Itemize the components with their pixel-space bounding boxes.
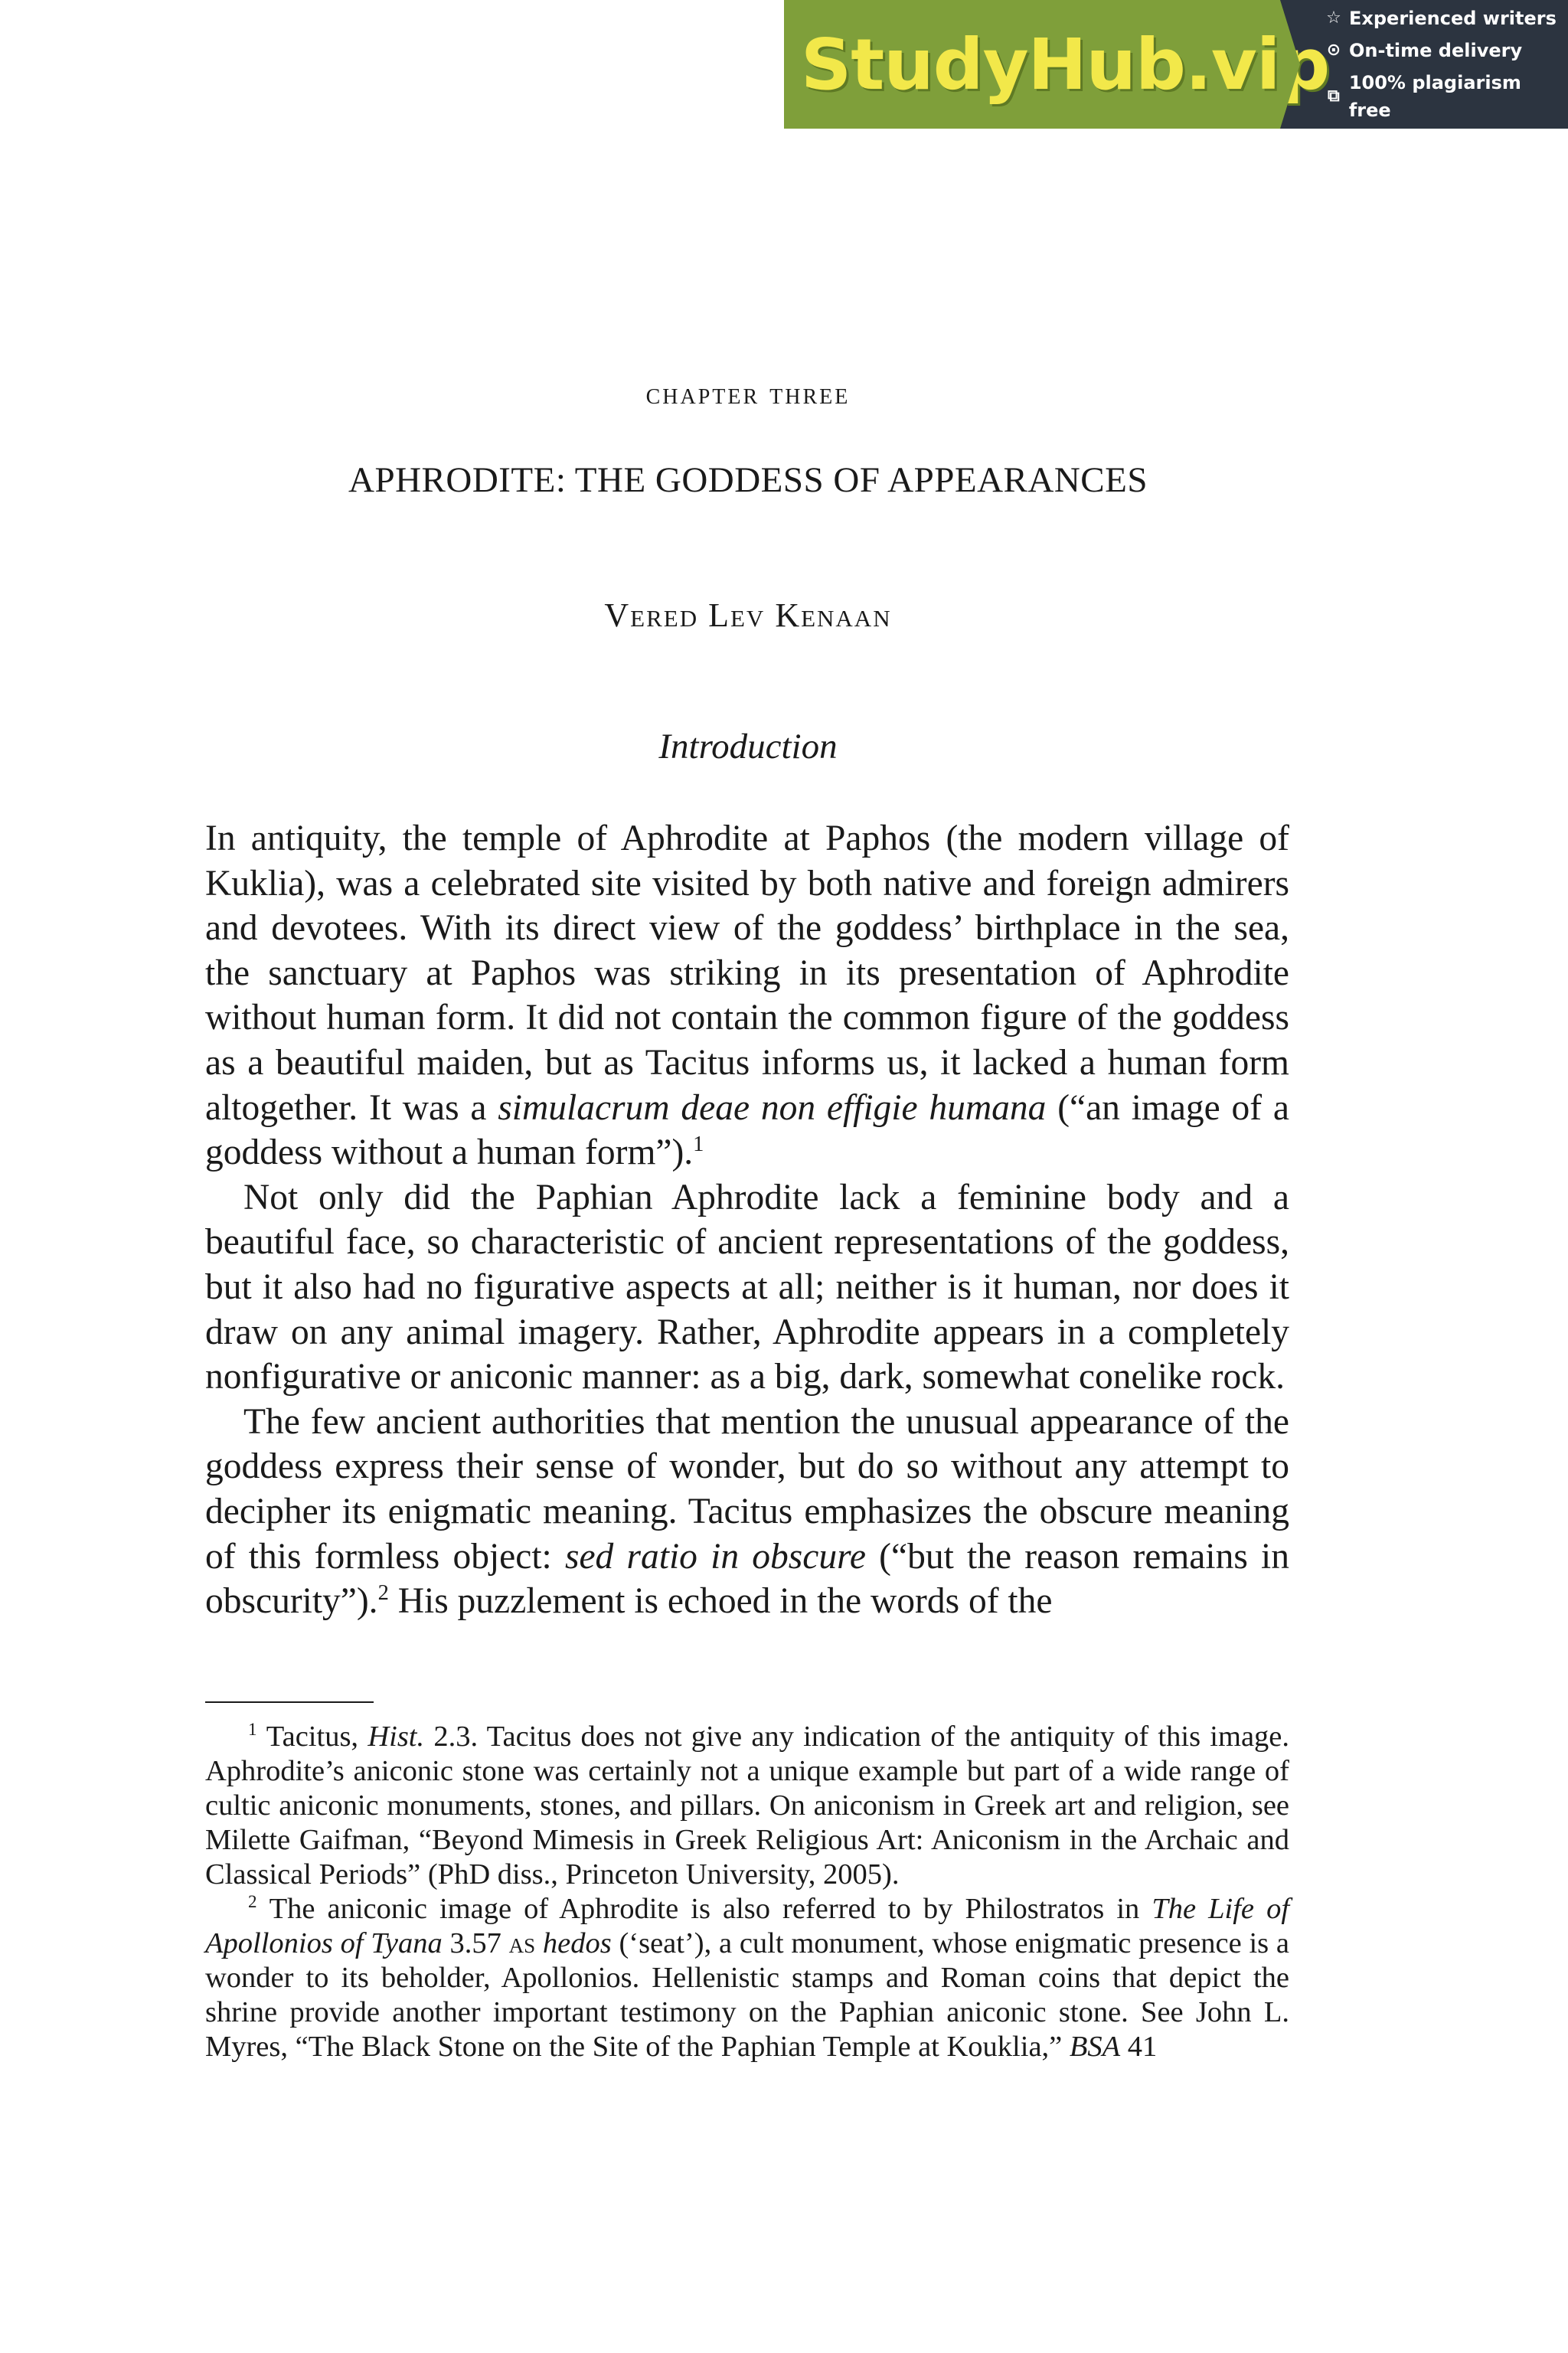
footnote-1: $^1$ Tacitus, Hist. 2.3. Tacitus does not give any indication of the antiquity of this image. Aphrodite’s aniconic stone was certainly not a unique example but part of a wide range of cultic aniconic monuments, stones, and pillars. On aniconism in Greek art and religion, see Milette Gaifman, “Beyond Mimesis in Greek Religious Art: Aniconism in the Archaic and Classical Periods” (PhD diss., Princeton University, 2005). (205, 1719, 1289, 1891)
copy-icon: ⧉ (1328, 87, 1340, 106)
footnote-number: 1 (248, 1719, 257, 1740)
logo-text: StudyHub.vip (801, 23, 1330, 106)
footnote-divider (205, 1701, 374, 1703)
paragraph-2: Not only did the Paphian Aphrodite lack a feminine body and a beautiful face, so characteristic of ancient representations of the goddess, but it also had no figurative aspects at all; neither is it human, nor does it draw on any animal imagery. Rather, Aphrodite appears in a completely nonfigurative or aniconic manner: as a big, dark, somewhat conelike rock. (205, 1177, 1289, 1397)
feature-plagiarism-free (1325, 69, 1568, 124)
footnote-ref-1[interactable]: 1 (693, 1132, 704, 1157)
feature-experienced-writers (1325, 5, 1568, 32)
footnote-2: $^2$ The aniconic image of Aphrodite is also referred to by Philostratos in The Life of Apollonios of Tyana 3.57 as hedos (‘seat’), a cult monument, whose enigmatic presence is a wonder to its beholder, Apollonios. Hellenistic stamps and Roman coins that depict the shrine provide another important testimony on the Paphian aniconic stone. See John L. Myres, “The Black Stone on the Site of the Paphian Temple at Kouklia,” BSA 41 (205, 1891, 1290, 2063)
section-heading: Introduction (658, 727, 838, 766)
clock-icon: ⊙ (1326, 41, 1341, 60)
latin-quote: sed ratio in obscure (564, 1536, 866, 1577)
studyhub-logo[interactable] (784, 0, 1330, 129)
promo-banner[interactable] (784, 0, 1568, 129)
latin-quote: simulacrum deae non effigie humana (498, 1087, 1047, 1128)
feature-on-time-delivery (1325, 37, 1568, 64)
paragraph-1: In antiquity, the temple of Aphrodite at Paphos (the modern village of Kuklia), was a celebrated site visited by both native and foreign admirers and devotees. With its direct view of the goddess’ birthplace in the sea, the sanctuary at Paphos was striking in its presentation of Aphrodite without human form. It did not contain the common figure of the goddess as a beautiful maiden, but as Tacitus informs us, it lacked a human form altogether. It was a simulacrum deae non effigie humana (“an image of a goddess without a human form”).$^1$ (205, 819, 1289, 1173)
paragraph-3: The few ancient authorities that mention the unusual appearance of the goddess express their sense of wonder, but do so without any attempt to decipher its enigmatic meaning. Tacitus emphasizes the obscure meaning of this formless object: sed ratio in obscure (“but the reason remains in obscurity”).$^2$ His puzzlement is echoed in the words of the (205, 1401, 1289, 1622)
footnote-ref-2[interactable]: 2 (377, 1581, 389, 1606)
footnotes (205, 1720, 1289, 2064)
footnote-number: 2 (248, 1891, 257, 1912)
body-text (205, 816, 1289, 1624)
star-icon: ☆ (1326, 8, 1341, 28)
author-name: Vered Lev Kenaan (604, 596, 892, 634)
chapter-label: chapter three (645, 376, 851, 410)
feature-label: Experienced writers (1349, 8, 1557, 29)
feature-label: 100% plagiarism free (1348, 72, 1521, 121)
feature-label: On-time delivery (1349, 40, 1523, 61)
chapter-title: APHRODITE: THE GODDESS OF APPEARANCES (348, 460, 1148, 500)
